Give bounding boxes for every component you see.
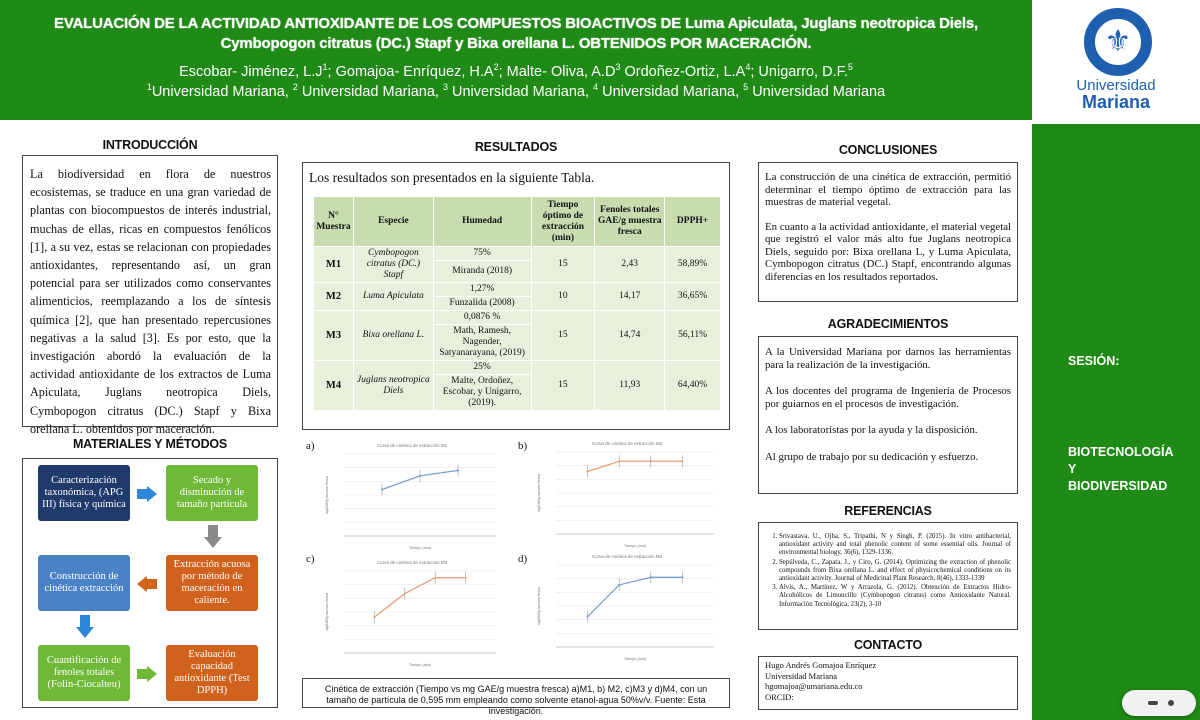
chart-y-label: mgGAE/g muestra fresca: [537, 586, 541, 626]
reference-item: 1. Srivastava, U., Ojha, S., Tripathi, N y Singh, P. (2015). In vitro antibacterial, antioxidant activity and total phenolic content of some essential oils. Journal of environmental biology, 36(6), 1329-1336.: [779, 533, 1011, 558]
chart-data-point: [419, 475, 421, 477]
conclusion-paragraph: En cuanto a la actividad antioxidante, el material vegetal que registró el valor más alto fue Juglans neotropica Diels, seguido por: Bixa orellana L, y Luma Apiculata, Cymbopogon citratus (DC.) Stapf, encontrando algunas diferencias en los resultados reportados.: [765, 220, 1011, 283]
chart-data-point: [465, 577, 467, 579]
dpph-value: 64,40%: [665, 361, 721, 411]
chart-title: Curva de cinética de extracción M4: [591, 554, 663, 559]
chart-data-point: [404, 592, 406, 594]
author-superscript: 1: [322, 62, 328, 73]
humidity-value: 75%: [433, 247, 531, 261]
chart-x-label: Tiempo (min): [408, 663, 432, 667]
author-superscript: 4: [745, 62, 751, 73]
affiliation-superscript: 4: [593, 82, 599, 93]
session-value-line: Y: [1068, 462, 1077, 476]
sample-id: M4: [314, 361, 354, 411]
chart-panel-label: d): [518, 553, 528, 565]
affiliation-list: [0, 82, 1032, 102]
species-name: Luma Apiculata: [353, 283, 433, 311]
chart-y-label: mgGAE/g muestra fresca: [325, 475, 329, 515]
table-row: [314, 361, 721, 375]
humidity-source: Miranda (2018): [433, 261, 531, 283]
results-box: [302, 162, 730, 430]
author-name: Ordoñez-Ortiz, L.A: [620, 64, 746, 80]
affiliation-text: Universidad Mariana,: [447, 84, 594, 100]
ack-title: AGRADECIMIENTOS: [827, 317, 949, 331]
chart-x-label: Tiempo (min): [623, 544, 647, 548]
affiliation-superscript: 1: [146, 82, 152, 93]
species-name: Bixa orellana L.: [353, 311, 433, 361]
author-separator: ;: [327, 64, 332, 80]
reference-item: 3. Alvis, A., Martínez, W y Arrazola, G. (2012). Obtención de Extractos Hidro-Alcohólicos de Limoncillo (Cymbopogon citratus) como Antioxidante Natural. Información Tecnológica, 23(2), 3-10: [779, 584, 1011, 609]
phenols-value: 14,17: [595, 283, 665, 311]
intro-title: INTRODUCCIÓN: [102, 138, 198, 152]
dot-icon[interactable]: [1168, 700, 1174, 706]
refs-box: [758, 522, 1018, 630]
session-label: SESIÓN:: [1068, 354, 1120, 368]
flow-step-secado: Secado y disminución de tamaño partícula: [166, 465, 258, 521]
intro-box: [22, 155, 278, 436]
humidity-value: 25%: [433, 361, 531, 375]
chart-data-point: [373, 616, 375, 618]
refs-title: REFERENCIAS: [844, 504, 932, 518]
ack-paragraph: A los docentes del programa de Ingeniería de Procesos por guiarnos en el procesos de investigación.: [765, 385, 1011, 410]
affiliation-superscript: 2: [292, 82, 298, 93]
author-name: Malte- Oliva, A.D: [502, 64, 616, 80]
author-superscript: 5: [847, 62, 853, 73]
chart-m1: [320, 438, 504, 552]
phenols-value: 14,74: [595, 311, 665, 361]
sample-id: M3: [314, 311, 354, 361]
author-separator: ;: [750, 64, 755, 80]
chart-panel-label: c): [306, 553, 315, 565]
species-name: Cymbopogon citratus (DC.) Stapf: [353, 247, 433, 283]
chart-data-point: [650, 576, 652, 578]
chart-data-point: [681, 576, 683, 578]
floating-toolbar-pill[interactable]: [1122, 690, 1196, 716]
chart-x-label: Tiempo (min): [623, 657, 647, 661]
table-header: Fenoles totales GAE/g muestra fresca: [595, 197, 665, 247]
chart-data-point: [650, 460, 652, 462]
humidity-value: 0,0876 %: [433, 311, 531, 325]
intro-text: La biodiversidad en flora de nuestros ecosistemas, se traduce en una gran variedad de plantas con biocompuestos de interés industrial, muchas de ellas, ricas en compuestos fenólicos [1], a su vez, estas se relacionan con propiedades antioxidantes, representando así, un gran potencial para ser utilizados como conservantes alimenticios, reemplazando a los de síntesis química [2], que han presentado repercusiones negativas a la salud [3]. Es por esto, que la investigación abordó la evaluación de la actividad antioxidante de los extractos de Luma Apiculata, Juglans neotropica Diels, Cymbopogon citratus (DC.) Stapf y Bixa orellana L. obtenidos por maceración.: [30, 167, 271, 436]
humidity-source: Funzalida (2008): [433, 297, 531, 311]
dpph-value: 36,65%: [665, 283, 721, 311]
chart-x-label: Tiempo (min): [408, 546, 432, 550]
chart-m4: [532, 549, 722, 663]
minimize-icon[interactable]: [1148, 701, 1158, 705]
reference-item: 2. Sepúlveda, C., Zapata, J., y Ciro, G. (2014). Optimizing the extraction of phenolic compounds from Bixa orellana L. and effect of physicochemical conditions on its antioxidant activity. Journal of Medicinal Plant Research, 8(46), 1333-1339: [779, 559, 1011, 584]
results-title: RESULTADOS: [474, 140, 558, 154]
flow-step-cuantificacion: Cuantificación de fenoles totales (Folin-Ciocalteu): [38, 645, 130, 701]
university-logo: [1032, 0, 1200, 120]
author-superscript: 3: [615, 62, 621, 73]
poster-header: [0, 0, 1032, 120]
chart-data-point: [587, 615, 589, 617]
methods-flowchart: [22, 458, 278, 708]
chart-data-point: [381, 488, 383, 490]
chart-m3: [320, 555, 504, 669]
session-value-line: BIOTECNOLOGÍA: [1068, 445, 1174, 459]
flow-step-extraccion: Extracción acuosa por método de maceración en caliente.: [166, 555, 258, 611]
session-value: [1068, 444, 1188, 495]
table-header: Especie: [353, 197, 433, 247]
chart-y-label: mgGAE/g muestra fresca: [325, 592, 329, 632]
figure-caption: Cinética de extracción (Tiempo vs mg GAE/g muestra fresca) a)M1, b) M2, c)M3 y d)M4, con un tamaño de partícula de 0,595 mm empleando como solvente etanol-agua 50%v/v. Fuente: Esta investigación.: [302, 678, 730, 708]
author-separator: ;: [498, 64, 503, 80]
chart-y-label: mgGAE/g muestra fresca: [537, 473, 541, 513]
dpph-value: 58,89%: [665, 247, 721, 283]
author-name: Gomajoa- Enríquez, H.A: [331, 64, 494, 80]
chart-data-point: [587, 470, 589, 472]
logo-word-mariana: Mariana: [1081, 92, 1151, 112]
extraction-time: 15: [531, 361, 595, 411]
table-row: [314, 247, 721, 261]
chart-m2: [532, 436, 722, 550]
chart-data-point: [434, 577, 436, 579]
affiliation-superscript: 5: [743, 82, 749, 93]
extraction-time: 15: [531, 247, 595, 283]
humidity-value: 1,27%: [433, 283, 531, 297]
ack-paragraph: A los laboratoristas por la ayuda y la disposición.: [765, 424, 978, 436]
affiliation-text: Universidad Mariana: [748, 84, 886, 100]
chart-data-point: [618, 584, 620, 586]
chart-data-point: [681, 460, 683, 462]
humidity-source: Malte, Ordoñez, Escobar, y Unigarro, (2019).: [433, 375, 531, 411]
conclusions-title: CONCLUSIONES: [838, 143, 938, 157]
table-header: N° Muestra: [314, 197, 354, 247]
ack-box: [758, 336, 1018, 494]
chart-title: Curva de cinética de extracción M3: [376, 560, 448, 565]
chart-title: Curva de cinética de extracción M2: [591, 441, 663, 446]
table-header: Tiempo óptimo de extracción (min): [531, 197, 595, 247]
chart-panel-label: a): [306, 440, 315, 452]
logo-word-universidad: Universidad: [1076, 77, 1156, 94]
chart-data-point: [618, 460, 620, 462]
affiliation-text: Universidad Mariana,: [598, 84, 744, 100]
results-table: [313, 196, 721, 411]
poster-title: EVALUACIÓN DE LA ACTIVIDAD ANTIOXIDANTE DE LOS COMPUESTOS BIOACTIVOS DE Luma Apiculata, Juglans neotropica Diels, Cymbopogon citratus (DC.) Stapf y Bixa orellana L. OBTENIDOS POR MACERACIÓN.: [54, 15, 978, 52]
table-header: Humedad: [433, 197, 531, 247]
affiliation-superscript: 3: [442, 82, 448, 93]
chart-data-point: [457, 469, 459, 471]
phenols-value: 11,93: [595, 361, 665, 411]
session-value-line: BIODIVERSIDAD: [1068, 479, 1168, 493]
table-header: DPPH+: [665, 197, 721, 247]
table-row: [314, 311, 721, 325]
contact-email[interactable]: hgomajoa@umariana.edu.co: [765, 681, 863, 691]
ack-paragraph: Al grupo de trabajo por su dedicación y esfuerzo.: [765, 450, 979, 463]
contact-title: CONTACTO: [853, 638, 923, 652]
sample-id: M2: [314, 283, 354, 311]
author-name: Unigarro, D.F.: [754, 64, 848, 80]
phenols-value: 2,43: [595, 247, 665, 283]
extraction-time: 15: [531, 311, 595, 361]
contact-institution: Universidad Mariana: [765, 670, 837, 681]
dpph-value: 56,11%: [665, 311, 721, 361]
flow-step-construccion: Construcción de cinética extracción: [38, 555, 130, 611]
sample-id: M1: [314, 247, 354, 283]
author-list: [0, 62, 1032, 82]
results-intro: Los resultados son presentados en la siguiente Tabla.: [309, 170, 595, 185]
extraction-time: 10: [531, 283, 595, 311]
author-superscript: 2: [493, 62, 499, 73]
materials-title: MATERIALES Y MÉTODOS: [72, 437, 228, 451]
affiliation-text: Universidad Mariana,: [151, 84, 293, 100]
author-name: Escobar- Jiménez, L.J: [179, 64, 323, 80]
conclusion-paragraph: La construcción de una cinética de extracción, permitió determinar el tiempo óptimo de extracción para las muestras de material vegetal.: [765, 171, 1011, 208]
species-name: Juglans neotropica Diels: [353, 361, 433, 411]
flow-step-caracterizacion: Caracterización taxonómica, (APG III) física y química: [38, 465, 130, 521]
table-row: [314, 283, 721, 297]
conclusions-box: [758, 162, 1018, 302]
humidity-source: Math, Ramesh, Nagender, Satyanarayana, (2019): [433, 325, 531, 361]
ack-paragraph: A la Universidad Mariana por darnos las herramientas para la realización de la investigación.: [765, 346, 1011, 371]
contact-box: [758, 656, 1018, 710]
contact-name: Hugo Andrés Gomajoa Enríquez: [765, 660, 877, 670]
affiliation-text: Universidad Mariana,: [297, 84, 443, 100]
flow-step-evaluacion: Evaluación capacidad antioxidante (Test DPPH): [166, 645, 258, 701]
chart-title: Curva de cinética de extracción M1: [376, 443, 448, 448]
table-header-row: [314, 197, 721, 247]
chart-panel-label: b): [518, 440, 528, 452]
session-sidebar: [1032, 120, 1200, 720]
contact-orcid: ORCID:: [765, 691, 794, 702]
fleur-de-lis-seal-icon: ⚜: [1084, 8, 1152, 76]
